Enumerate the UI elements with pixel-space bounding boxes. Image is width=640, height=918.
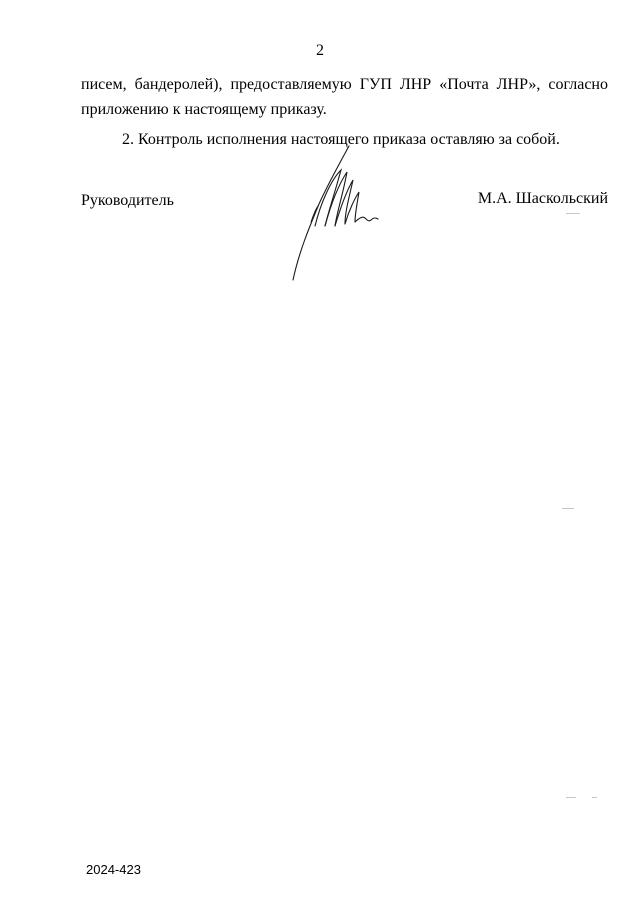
scan-speck <box>562 508 574 509</box>
scan-speck <box>592 797 597 798</box>
scan-speck <box>566 213 580 214</box>
document-code: 2024-423 <box>86 862 141 877</box>
paragraph-1-line-1: писем, бандеролей), предоставляемую ГУП ЛНР «Почта ЛНР», согласно <box>81 76 608 93</box>
page-number: 2 <box>316 42 324 59</box>
paragraph-2: 2. Контроль исполнения настоящего приказа оставляю за собой. <box>122 131 560 148</box>
signatory-title: Руководитель <box>81 192 174 209</box>
handwritten-signature <box>285 130 385 285</box>
paragraph-1-line-2: приложению к настоящему приказу. <box>81 101 327 118</box>
scan-speck <box>566 797 576 798</box>
signatory-name: М.А. Шаскольский <box>477 190 608 207</box>
